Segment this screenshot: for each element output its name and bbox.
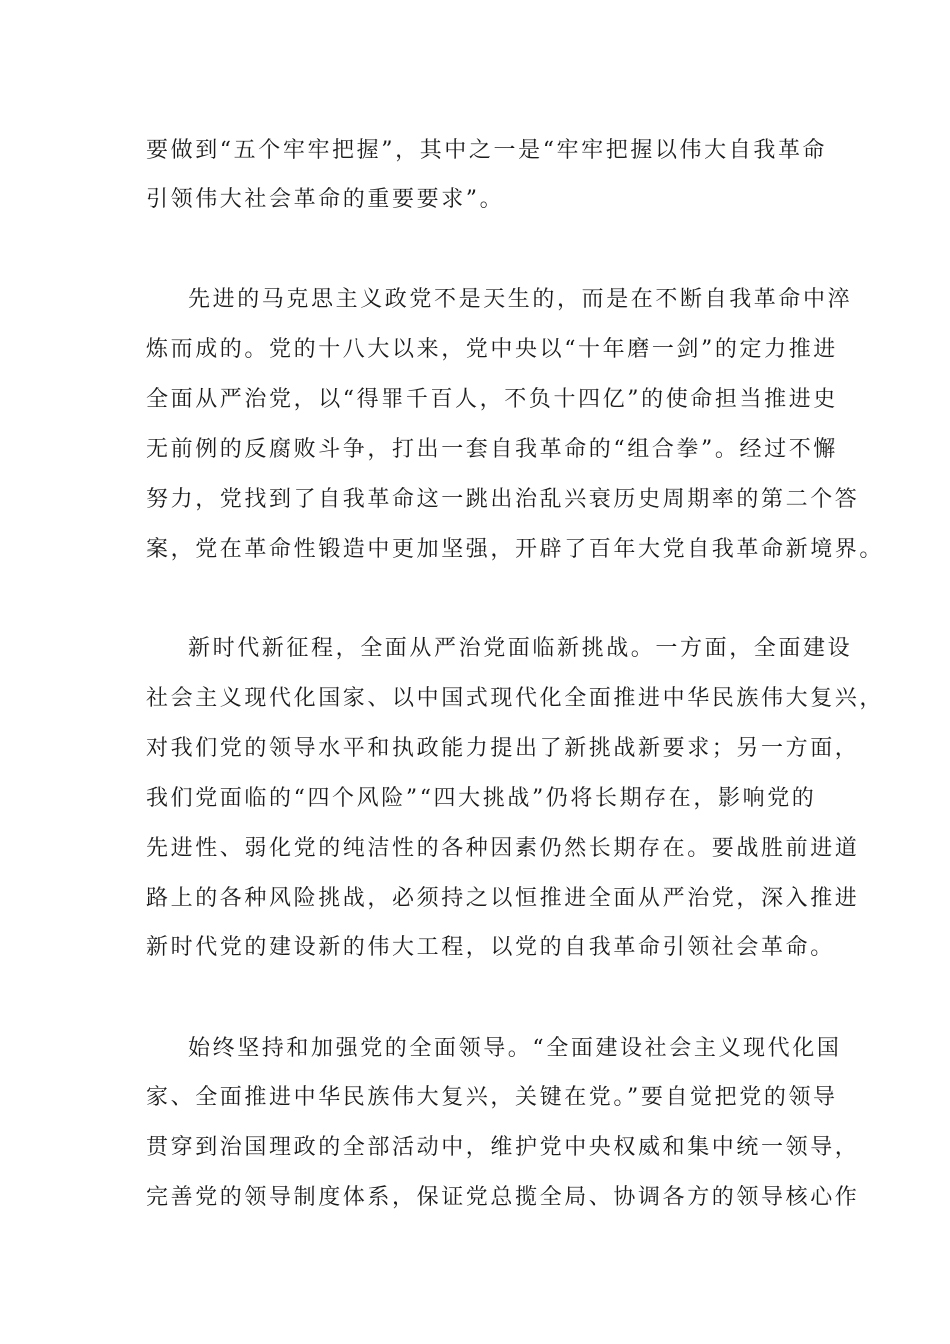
text-line: 家、全面推进中华民族伟大复兴，关键在党。”要自觉把党的领导: [146, 1085, 838, 1110]
text-line: 引领伟大社会革命的重要要求”。: [146, 187, 505, 212]
text-line: 贯穿到治国理政的全部活动中，维护党中央权威和集中统一领导，: [146, 1135, 860, 1160]
text-line: 先进性、弱化党的纯洁性的各种因素仍然长期存在。要战胜前进道: [146, 836, 860, 861]
text-line: 案，党在革命性锻造中更加坚强，开辟了百年大党自我革命新境界。: [146, 537, 885, 562]
text-line: 始终坚持和加强党的全面领导。“全面建设社会主义现代化国: [188, 1036, 842, 1061]
text-line: 全面从严治党，以“得罪千百人，不负十四亿”的使命担当推进史: [146, 387, 838, 412]
text-line: 要做到“五个牢牢把握”，其中之一是“牢牢把握以伟大自我革命: [146, 138, 828, 163]
text-line: 完善党的领导制度体系，保证党总揽全局、协调各方的领导核心作: [146, 1185, 860, 1210]
text-line: 我们党面临的“四个风险”“四大挑战”仍将长期存在，影响党的: [146, 786, 817, 811]
text-line: 路上的各种风险挑战，必须持之以恒推进全面从严治党，深入推进: [146, 886, 860, 911]
text-line: 社会主义现代化国家、以中国式现代化全面推进中华民族伟大复兴，: [146, 686, 885, 711]
text-line: 炼而成的。党的十八大以来，党中央以“十年磨一剑”的定力推进: [146, 337, 838, 362]
text-line: 新时代党的建设新的伟大工程，以党的自我革命引领社会革命。: [146, 935, 835, 960]
text-line: 努力，党找到了自我革命这一跳出治乱兴衰历史周期率的第二个答: [146, 487, 860, 512]
text-line: 无前例的反腐败斗争，打出一套自我革命的“组合拳”。经过不懈: [146, 437, 838, 462]
text-line: 新时代新征程，全面从严治党面临新挑战。一方面，全面建设: [188, 636, 853, 661]
text-line: 先进的马克思主义政党不是天生的，而是在不断自我革命中淬: [188, 287, 853, 312]
text-line: 对我们党的领导水平和执政能力提出了新挑战新要求；另一方面，: [146, 736, 860, 761]
